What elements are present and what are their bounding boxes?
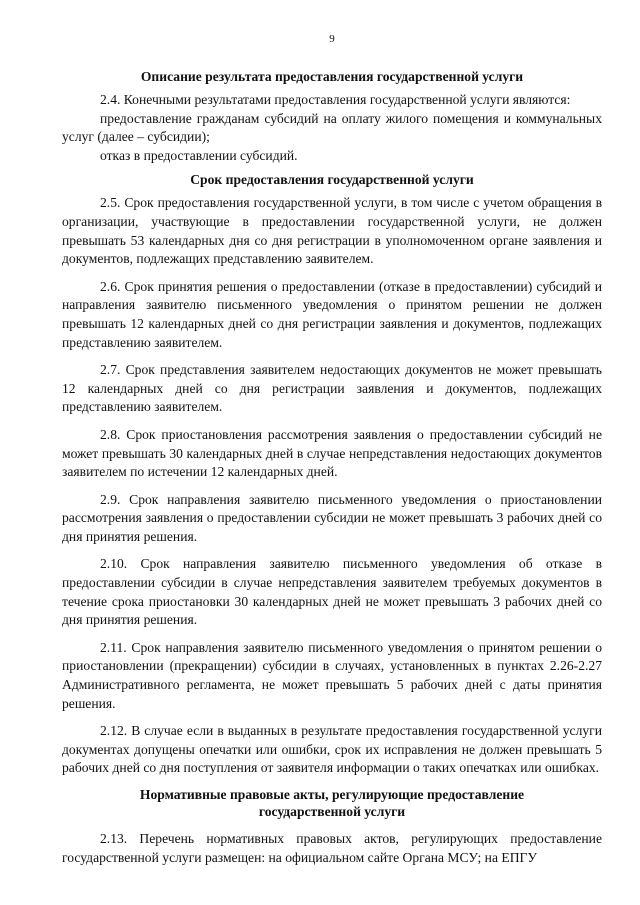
paragraph-2-6: 2.6. Срок принятия решения о предоставлении (отказе в предоставлении) субсидий и направления заявителю письменного уведомления о принятом решении не должен превышать 12 календарных дней со дня регистрации заявления и документов, подлежащих представлению заявителем. [62, 278, 602, 350]
paragraph-2-11: 2.11. Срок направления заявителю письменного уведомления о принятом решении о приостановлении (прекращении) субсидии в случаях, установленных в пунктах 2.26-2.27 Административного регламента, не может превышать 5 рабочих дней с даты принятия решения. [62, 639, 602, 711]
section-heading-term: Срок предоставления государственной услуги [190, 172, 474, 188]
paragraph-2-4-item-2: отказ в предоставлении субсидий. [100, 147, 298, 163]
paragraph-2-10: 2.10. Срок направления заявителю письменного уведомления об отказе в предоставлении субсидии в случае непредставления заявителем требуемых документов в течение срока приостановки 30 календарных дней не может превышать 3 рабочих дней со дня принятия решения. [62, 556, 602, 628]
paragraph-2-8: 2.8. Срок приостановления рассмотрения заявления о предоставлении субсидий не может превышать 30 календарных дней в случае непредставления недостающих документов заявителем по истечении 12 календарных дней. [62, 426, 602, 480]
page-number: 9 [329, 33, 335, 45]
paragraph-2-4: 2.4. Конечными результатами предоставления государственной услуги являются: [100, 92, 571, 107]
section-heading-result: Описание результата предоставления государственной услуги [140, 69, 524, 84]
paragraph-2-4-item-1: предоставление гражданам субсидий на оплату жилого помещения и коммунальных услуг (далее – субсидии); [62, 110, 602, 145]
document-page [62, 32, 602, 867]
section-heading-legal-acts-line-1: Нормативные правовые акты, регулирующие предоставление [139, 787, 525, 802]
paragraph-2-9: 2.9. Срок направления заявителю письменного уведомления о приостановлении рассмотрения заявления о предоставлении субсидии не может превышать 3 рабочих дней со дня принятия решения. [62, 491, 602, 544]
paragraph-2-7: 2.7. Срок представления заявителем недостающих документов не может превышать 12 календарных дней со дня регистрации заявления и документов, подлежащих представлению заявителем. [62, 362, 602, 415]
paragraph-2-5: 2.5. Срок предоставления государственной услуги, в том числе с учетом обращения в организации, участвующие в предоставлении государственной услуги, не должен превышать 53 календарных дня со дня регистрации в уполномоченном органе заявления и документов, подлежащих представлению заявителем. [62, 195, 602, 267]
paragraph-2-13: 2.13. Перечень нормативных правовых актов, регулирующих предоставление государственной услуги размещен: на официальном сайте Органа МСУ; на ЕПГУ [62, 831, 602, 865]
paragraph-2-12: 2.12. В случае если в выданных в результате предоставления государственной услуги документах допущены опечатки или ошибки, срок их исправления не должен превышать 5 рабочих дней со дня поступления от заявителя информации о таких опечатках или ошибках. [62, 723, 602, 776]
section-heading-legal-acts [62, 786, 602, 820]
section-heading-legal-acts-line-2: государственной услуги [258, 804, 406, 819]
